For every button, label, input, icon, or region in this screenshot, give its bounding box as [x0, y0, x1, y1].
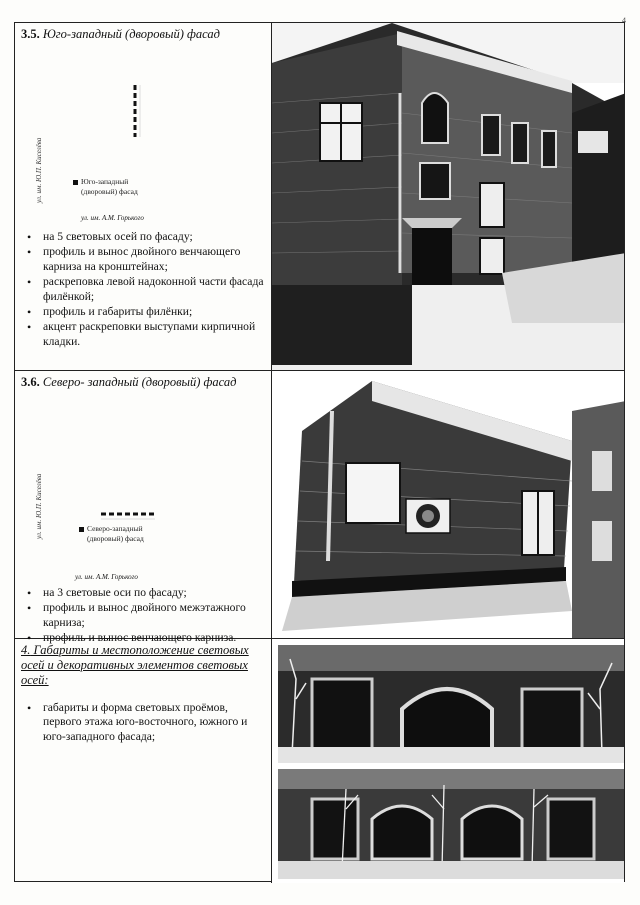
section-3-5-photo-cell [272, 23, 624, 370]
list-item: • профиль и вынос венчающего карниза. [25, 631, 267, 645]
list-item: • габариты и форма световых проёмов, первого этажа юго-восточного, южного и юго-западного фасада; [25, 701, 267, 744]
map-legend: Юго-западный (дворовый) фасад [73, 177, 138, 197]
table-row-4 [15, 639, 624, 883]
list-item: • на 3 световые оси по фасаду; [25, 586, 267, 600]
list-item: • профиль и габариты филёнки; [25, 305, 267, 319]
section-4-number: 4. [21, 643, 31, 657]
section-4-text-cell [15, 639, 271, 883]
list-item: • на 5 световых осей по фасаду; [25, 230, 267, 244]
section-4-heading [21, 643, 265, 688]
section-3-6-photo-cell [272, 371, 624, 638]
section-3-5-text-cell [15, 23, 271, 370]
section-3-5-location-map [23, 75, 263, 225]
photo-ground-floor-bottom [278, 769, 624, 879]
page-mark: 4 [622, 16, 626, 25]
document-table [14, 22, 625, 882]
section-3-6-location-map [23, 411, 263, 561]
map-legend: Северо-западный (дворовый) фасад [79, 524, 144, 544]
section-3-6-heading [21, 375, 265, 390]
section-3-5-heading [21, 27, 265, 42]
list-item: • профиль и вынос двойного венчающего карниза на кронштейнах; [25, 245, 267, 274]
section-3-5-title: Юго-западный (дворовый) фасад [42, 27, 220, 41]
photo-ground-floor-openings [272, 639, 624, 883]
map-street-horizontal: ул. им. А.М. Горького [81, 214, 144, 222]
photo-northwest-facade [272, 371, 624, 638]
table-row-3-6 [15, 371, 624, 645]
map-street-vertical: ул. им. Ю.П. Киселёва [35, 473, 43, 539]
section-3-6-title: Северо- западный (дворовый) фасад [42, 375, 237, 389]
section-3-6-bullets [25, 586, 267, 647]
section-4-photo-cell [272, 639, 624, 883]
table-row-3-5 [15, 23, 624, 371]
list-item: • профиль и вынос двойного межэтажного карниза; [25, 601, 267, 630]
section-4-title: Габариты и местоположение световых осей и декоративных элементов световых осей: [21, 643, 249, 687]
map-street-horizontal: ул. им. А.М. Горького [75, 573, 138, 581]
photo-ground-floor-top [278, 645, 624, 763]
section-3-6-text-cell [15, 371, 271, 645]
map-street-vertical: ул. им. Ю.П. Киселёва [35, 137, 43, 203]
legend-marker-icon [79, 527, 84, 532]
section-4-bullets [25, 701, 267, 745]
section-3-6-number: 3.6. [21, 375, 40, 389]
section-3-5-bullets [25, 230, 267, 350]
photo-southwest-facade [272, 23, 624, 370]
list-item: • акцент раскреповки выступами кирпичной кладки. [25, 320, 267, 349]
map-facade-marker [23, 75, 263, 225]
list-item: • раскреповка левой надоконной части фасада филёнкой; [25, 275, 267, 304]
section-3-5-number: 3.5. [21, 27, 40, 41]
legend-marker-icon [73, 180, 78, 185]
